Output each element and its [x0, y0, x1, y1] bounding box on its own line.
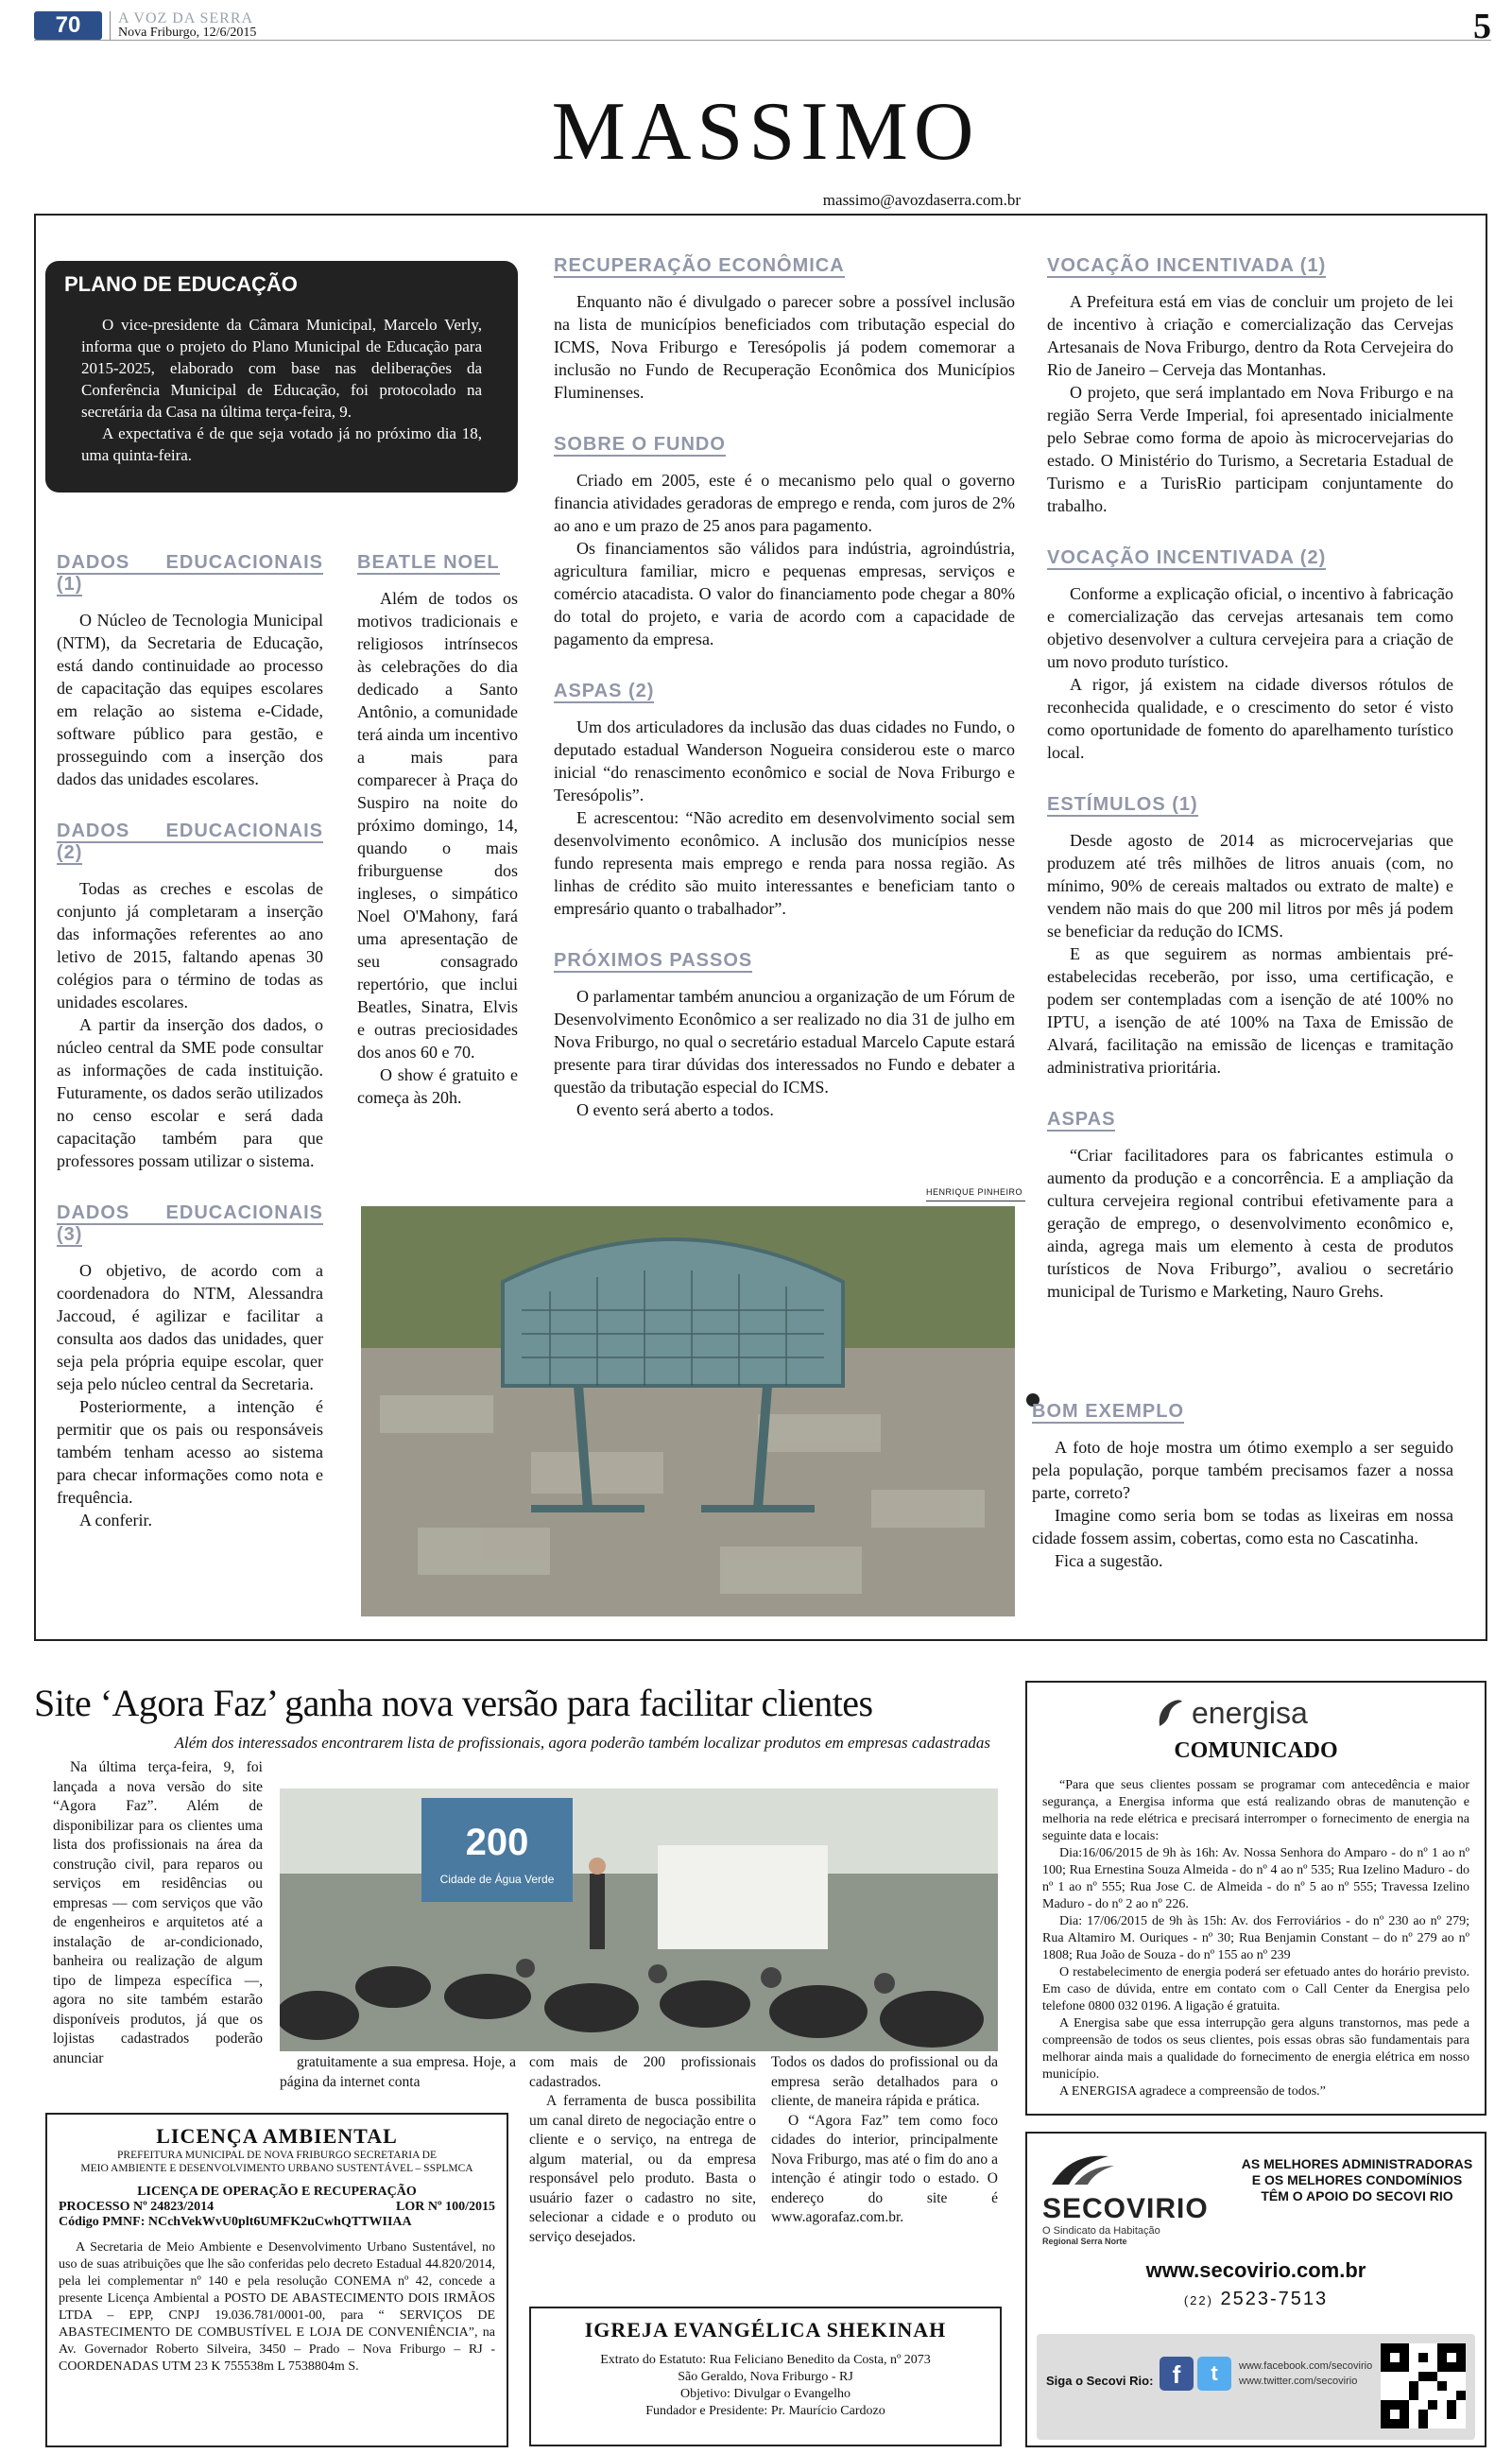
plano-box	[45, 261, 518, 493]
masthead-text	[110, 11, 256, 40]
paragraph: A conferir.	[79, 1511, 152, 1529]
article-column-4	[771, 2053, 998, 2228]
igreja-line: São Geraldo, Nova Friburgo - RJ	[678, 2370, 853, 2384]
article-subtitle: Além dos interessados encontrarem lista de profissionais, agora poderão também localizar produtos em empresas cadastradas	[174, 1734, 990, 1752]
section-dados-1	[57, 552, 323, 790]
igreja-line: Extrato do Estatuto: Rua Feliciano Benedito da Costa, nº 2073	[600, 2353, 931, 2367]
section-heading: RECUPERAÇÃO ECONÔMICA	[554, 255, 845, 276]
section-heading: SOBRE O FUNDO	[554, 434, 726, 455]
licenca-code: Código PMNF: NCchVekWvU0plt6UMFK2uCwhQTTWIIAA	[59, 2215, 412, 2229]
column-title: MASSIMO	[551, 86, 980, 178]
right-column	[1047, 255, 1453, 1333]
middle-column	[554, 255, 1015, 1151]
section-heading: DADOS EDUCACIONAIS (1)	[57, 552, 323, 595]
dateline: Nova Friburgo, 12/6/2015	[118, 26, 257, 40]
page-number: 5	[1473, 7, 1491, 46]
notice-title: COMUNICADO	[1174, 1738, 1338, 1763]
paragraph: A rigor, já existem na cidade diversos rótulos de reconhecida qualidade, e o crescimento do setor é visto como oportunidade de fomento do aparelhamento turístico local.	[1047, 675, 1453, 762]
secovi-ad	[1025, 2132, 1486, 2447]
event-illustration	[280, 1789, 998, 2051]
paragraph: A foto de hoje mostra um ótimo exemplo a ser seguido pela população, porque também precisamos fazer a nossa parte, correto?	[1032, 1438, 1453, 1502]
article-column-2	[280, 2053, 516, 2092]
licenca-body: A Secretaria de Meio Ambiente e Desenvolvimento Urbano Sustentável, no uso de suas atribuições que lhe são conferidas pelo decreto Estadual 44.820/2014, pela lei complementar nº 140 e pela resolução CONEMA nº 42, concede a presente Licença Ambiental a POSTO DE ABASTECIMENTO DOIS IRMÃOS LTDA – EPP, CNPJ 19.036.781/0001-00, para “ SERVIÇOS DE ABASTECIMENTO DE COMBUSTÍVEL E LOJA DE CONVENIÊNCIA”, na Av. Governador Roberto Silveira, 3450 – Prado – Nova Friburgo – RJ - COORDENADAS UTM 23 K 755538m L 7538804m S.	[59, 2240, 495, 2374]
section-vocacao-1	[1047, 255, 1453, 517]
follow-label: Siga o Secovi Rio:	[1046, 2374, 1154, 2388]
secovi-headline: AS MELHORES ADMINISTRADORAS E OS MELHORES CONDOMÍNIOS TÊM O APOIO DO SECOVI RIO	[1241, 2156, 1473, 2203]
igreja-notice	[529, 2307, 1002, 2446]
paragraph: Um dos articuladores da inclusão das duas cidades no Fundo, o deputado estadual Wanderson Nogueira considerou este o marco inicial “do renascimento econômico e social de Nova Friburgo e Teresópolis”.	[554, 717, 1015, 804]
licenca-type: LICENÇA DE OPERAÇÃO E RECUPERAÇÃO	[137, 2185, 417, 2199]
paragraph: A Energisa sabe que essa interrupção gera alguns transtornos, mas pede a compreensão de todos os seus clientes, pois essas obras são fundamentais para melhorar ainda mais a qualidade do fornecimento de energia elétrica em nosso município.	[1042, 2016, 1469, 2082]
section-heading: VOCAÇÃO INCENTIVADA (2)	[1047, 547, 1327, 568]
trash-bin-photo	[361, 1206, 1015, 1616]
section-heading: BEATLE NOEL	[357, 552, 500, 573]
paragraph: O Núcleo de Tecnologia Municipal (NTM), da Secretaria de Educação, está dando continuidade ao processo de capacitação das equipes escolares em relação ao sistema e-Cidade, software público para gestão, e prosseguindo com a inserção dos dados das unidades escolares.	[57, 611, 323, 788]
paragraph: O projeto, que será implantado em Nova Friburgo e na região Serra Verde Imperial, foi apresentado inicialmente pelo Sebrae como forma de apoio às microcervejarias do estado. O Ministério do Turismo, a Secretaria Estadual de Turismo e a TurisRio participam conjuntamente do trabalho.	[1047, 383, 1453, 515]
section-heading: PRÓXIMOS PASSOS	[554, 950, 753, 971]
qr-code-icon	[1381, 2343, 1466, 2428]
plano-paragraph: O vice-presidente da Câmara Municipal, Marcelo Verly, informa que o projeto do Plano Municipal de Educação para 2015-2025, elaborado com base nas deliberações da Conferência Municipal de Educação, foi protocolado na secretária da Casa na última terça-feira, 9.	[81, 316, 482, 421]
plano-paragraph: A expectativa é de que seja votado já no próximo dia 18, uma quinta-feira.	[81, 424, 482, 464]
section-heading: VOCAÇÃO INCENTIVADA (1)	[1047, 255, 1327, 276]
section-aspas-2	[554, 681, 1015, 920]
paragraph: A partir da inserção dos dados, o núcleo central da SME pode consultar as informações de cada instituição. Futuramente, os dados serão utilizados no censo escolar e será dada capacitação também para que professores possam utilizar o sistema.	[57, 1015, 323, 1170]
paragraph: Dia:16/06/2015 de 9h às 16h: Av. Nossa Senhora do Amparo - do nº 1 ao nº 100; Rua Ernestina Souza Almeida - do nº 4 ao nº 535; Rua Izelino Maduro - do nº 1 ao nº 555; Rua Jose C. de Almeida - do nº 5 ao nº 555; Travessa Izelino Maduro - do nº 2 ao nº 226.	[1042, 1846, 1469, 1911]
trash-bin-illustration	[361, 1206, 1015, 1616]
secovi-social-bar	[1037, 2334, 1475, 2440]
banner-subtitle: Cidade de Água Verde	[439, 1873, 555, 1886]
section-heading: BOM EXEMPLO	[1032, 1401, 1185, 1422]
paragraph: Criado em 2005, este é o mecanismo pelo qual o governo financia atividades geradoras de emprego e renda, com juros de 2% ao ano e um prazo de 25 anos para pagamento.	[554, 471, 1015, 535]
energisa-notice	[1025, 1681, 1486, 2116]
section-heading: DADOS EDUCACIONAIS (3)	[57, 1202, 323, 1245]
section-heading: DADOS EDUCACIONAIS (2)	[57, 821, 323, 863]
paragraph: A ferramenta de busca possibilita um canal direto de negociação entre o cliente e o serviço, na entrega de algum material, ou da empresa responsável pelo produto. Basta o usuário fazer o cadastro no site, selecionar a cidade e o produto ou serviço desejados.	[529, 2093, 756, 2245]
masthead	[34, 11, 256, 40]
energisa-logo: energisa	[1156, 1696, 1469, 1731]
paragraph: E acrescentou: “Não acredito em desenvolvimento social sem desenvolvimento econômico. A inclusão dos municípios nesse fundo representa mais emprego e renda para nossa região. As linhas de crédito são muito interessantes e beneficiam tanto o empresário quanto o trabalhador”.	[554, 808, 1015, 918]
paragraph: E as que seguirem as normas ambientais pré-estabelecidas receberão, por isso, uma certificação, e podem ser contempladas com a isenção de até 100% no IPTU, a isenção de até 100% na Taxa de Emissão de Alvará, facilitação na emissão de licenças e tramitação administrativa prioritária.	[1047, 944, 1453, 1077]
energisa-icon	[1156, 1698, 1184, 1730]
licenca-title: LICENÇA AMBIENTAL	[156, 2124, 398, 2148]
facebook-icon[interactable]: f	[1160, 2357, 1194, 2391]
paragraph: A Prefeitura está em vias de concluir um projeto de lei de incentivo à criação e comercialização das Cervejas Artesanais de Nova Friburgo, dentro da Rota Cervejeira do Rio de Janeiro – Cerveja das Montanhas.	[1047, 292, 1453, 379]
beatle-column	[357, 552, 518, 1109]
section-heading: ASPAS	[1047, 1109, 1116, 1130]
section-vocacao-2	[1047, 547, 1453, 764]
banner-number: 200	[465, 1822, 529, 1863]
section-aspas	[1047, 1109, 1453, 1303]
paragraph: Os financiamentos são válidos para indústria, agroindústria, agricultura familiar, micro e pequenas empresas, serviços e comércio atacadista. O valor do financiamento pode chegar a 80% do total do projeto, e varia de acordo com a capacidade de pagamento da empresa.	[554, 539, 1015, 648]
section-heading: ESTÍMULOS (1)	[1047, 794, 1198, 815]
paragraph: com mais de 200 profissionais cadastrados.	[529, 2054, 756, 2090]
paragraph: O parlamentar também anunciou a organização de um Fórum de Desenvolvimento Econômico a ser realizado no dia 31 de julho em Nova Friburgo, no qual o secretário estadual Marcelo Capute estará presente para tirar dúvidas dos interessados no Fundo e debater a questão da tributação especial do ICMS.	[554, 987, 1015, 1097]
section-proximos	[554, 950, 1015, 1121]
column-email: massimo@avozdaserra.com.br	[822, 191, 1021, 209]
event-photo	[280, 1789, 998, 2051]
igreja-title: IGREJA EVANGÉLICA SHEKINAH	[584, 2318, 947, 2342]
article-headline: Site ‘Agora Faz’ ganha nova versão para facilitar clientes	[34, 1682, 873, 1724]
paragraph: gratuitamente a sua empresa. Hoje, a página da internet conta	[280, 2054, 516, 2090]
paragraph: “Criar facilitadores para os fabricantes estimula o aumento da produção e a concorrência. E a ampliação da cultura cervejeira regional contribui efetivamente para a geração de emprego, o desenvolvimento econômico e, ainda, agrega mais um elemento à cesta de produtos turísticos de Nova Friburgo”, avaliou o secretário municipal de Turismo e Marketing, Nauro Grehs.	[1047, 1146, 1453, 1301]
paragraph: Todas as creches e escolas de conjunto já completaram a inserção das informações referentes ao ano letivo de 2015, faltando apenas 30 colégios para o término de todas as unidades escolares.	[57, 879, 323, 1011]
paragraph: O restabelecimento de energia poderá ser efetuado antes do horário previsto. Em caso de dúvida, entre em contato com o Call Center da Energisa pelo telefone 0800 032 0196. A ligação é gratuita.	[1042, 1965, 1469, 2013]
igreja-line: Fundador e Presidente: Pr. Maurício Cardozo	[645, 2404, 885, 2418]
anniversary-logo: 70	[34, 11, 102, 40]
section-fundo	[554, 434, 1015, 650]
section-heading: ASPAS (2)	[554, 681, 655, 701]
facebook-link[interactable]: www.facebook.com/secovirio	[1239, 2360, 1373, 2372]
paragraph: A ENERGISA agradece a compreensão de todos.”	[1059, 2084, 1326, 2099]
paragraph: Dia: 17/06/2015 de 9h às 15h: Av. dos Ferroviários - do nº 230 ao nº 279; Rua Altamiro M. Ouriques - nº 30; Rua Benjamin Constant – do nº 279 ao nº 1808; Rua João de Souza - do nº 155 ao nº 239	[1042, 1914, 1469, 1962]
article-column-1	[53, 1758, 263, 2068]
secovi-icon	[1042, 2151, 1118, 2188]
left-column	[57, 552, 323, 1562]
paragraph: Desde agosto de 2014 as microcervejarias que produzem até três milhões de litros anuais (com, no mínimo, 90% de cereais maltados ou extrato de malte) e vendem não mais do que 200 mil litros por mês já podem se beneficiar da redução do ICMS.	[1047, 831, 1453, 941]
paragraph: Conforme a explicação oficial, o incentivo à fabricação e comercialização das cervejas artesanais tem como objetivo desenvolver a cultura cervejeira para a criação de um novo produto turístico.	[1047, 584, 1453, 671]
article-column-3	[529, 2053, 756, 2247]
plano-title: PLANO DE EDUCAÇÃO	[64, 272, 298, 296]
licenca-org: PREFEITURA MUNICIPAL DE NOVA FRIBURGO SECRETARIA DE MEIO AMBIENTE E DESENVOLVIMENTO URBANO SUSTENTÁVEL – SSPLMCA	[80, 2150, 473, 2174]
twitter-icon[interactable]: t	[1197, 2357, 1231, 2391]
publication-name: A VOZ DA SERRA	[118, 10, 254, 26]
licenca-notice	[45, 2113, 508, 2447]
igreja-line: Objetivo: Divulgar o Evangelho	[679, 2387, 851, 2401]
paragraph: O show é gratuito e começa às 20h.	[357, 1065, 518, 1107]
secovi-logo: SECOVIRIO O Sindicato da Habitação Regional Serra Norte	[1042, 2151, 1231, 2246]
paragraph: “Para que seus clientes possam se programar com antecedência e maior segurança, a Energisa informa que está realizando obras de manutenção e melhoria na rede elétrica e precisará interromper o fornecimento de energia na seguinte data e locais:	[1042, 1778, 1469, 1843]
paragraph: Na última terça-feira, 9, foi lançada a nova versão do site “Agora Faz”. Além de disponibilizar para os clientes uma lista dos profissionais na área da construção civil, para reparos ou serviços em residências ou empresas — com serviços que vão de engenheiros e arquitetos até a instalação de ar-condicionado, banheira ou realização de algum tipo de limpeza específica —, agora no site também estarão disponíveis produtos, já que os lojistas cadastrados poderão anunciar	[53, 1759, 263, 2066]
secovi-phone: (22) 2523-7513	[1183, 2289, 1329, 2309]
section-estimulos	[1047, 794, 1453, 1079]
paragraph: O “Agora Faz” tem como foco cidades do interior, principalmente Nova Friburgo, mas até o fim do ano a intenção é atingir todo o estado. O endereço do site é www.agorafaz.com.br.	[771, 2112, 998, 2225]
paragraph: Fica a sugestão.	[1055, 1551, 1163, 1570]
paragraph: Imagine como seria bom se todas as lixeiras em nossa cidade fossem assim, cobertas, como esta no Cascatinha.	[1032, 1506, 1453, 1547]
header-rule	[34, 40, 1491, 41]
paragraph: Posteriormente, a intenção é permitir que os pais ou responsáveis também tenham acesso ao sistema para checar informações como nota e frequência.	[57, 1397, 323, 1507]
paragraph: Todos os dados do profissional ou da empresa serão detalhados para o cliente, de maneira rápida e prática.	[771, 2054, 998, 2109]
photo-credit: HENRIQUE PINHEIRO	[926, 1187, 1023, 1197]
social-links	[1239, 2359, 1372, 2389]
secovi-site[interactable]: www.secovirio.com.br	[1145, 2258, 1366, 2282]
licenca-numbers: PROCESSO Nº 24823/2014 LOR Nº 100/2015	[59, 2200, 495, 2214]
paragraph: Além de todos os motivos tradicionais e religiosos intrínsecos às celebrações do dia dedicado a Santo Antônio, a comunidade terá ainda um incentivo a mais para comparecer à Praça do Suspiro na noite do próximo domingo, 14, quando o mais friburguense dos ingleses, o simpático Noel O'Mahony, fará uma apresentação de seu consagrado repertório, que inclui Beatles, Sinatra, Elvis e outras preciosidades dos anos 60 e 70.	[357, 589, 518, 1062]
paragraph: O objetivo, de acordo com a coordenadora do NTM, Alessandra Jaccoud, é agilizar e facilitar a consulta aos dados das unidades, quer seja pela própria equipe escolar, quer seja pelo núcleo central da Secretaria.	[57, 1261, 323, 1393]
section-dados-2	[57, 821, 323, 1172]
section-dados-3	[57, 1202, 323, 1531]
paragraph: Enquanto não é divulgado o parecer sobre a possível inclusão na lista de municípios beneficiados com tributação especial do ICMS, Nova Friburgo e Teresópolis já podem comemorar a inclusão no Fundo de Recuperação Econômica dos Municípios Fluminenses.	[554, 292, 1015, 402]
bom-exemplo-section	[1032, 1401, 1453, 1572]
section-recuperacao	[554, 255, 1015, 404]
paragraph: O evento será aberto a todos.	[576, 1100, 774, 1119]
twitter-link[interactable]: www.twitter.com/secovirio	[1239, 2376, 1358, 2387]
